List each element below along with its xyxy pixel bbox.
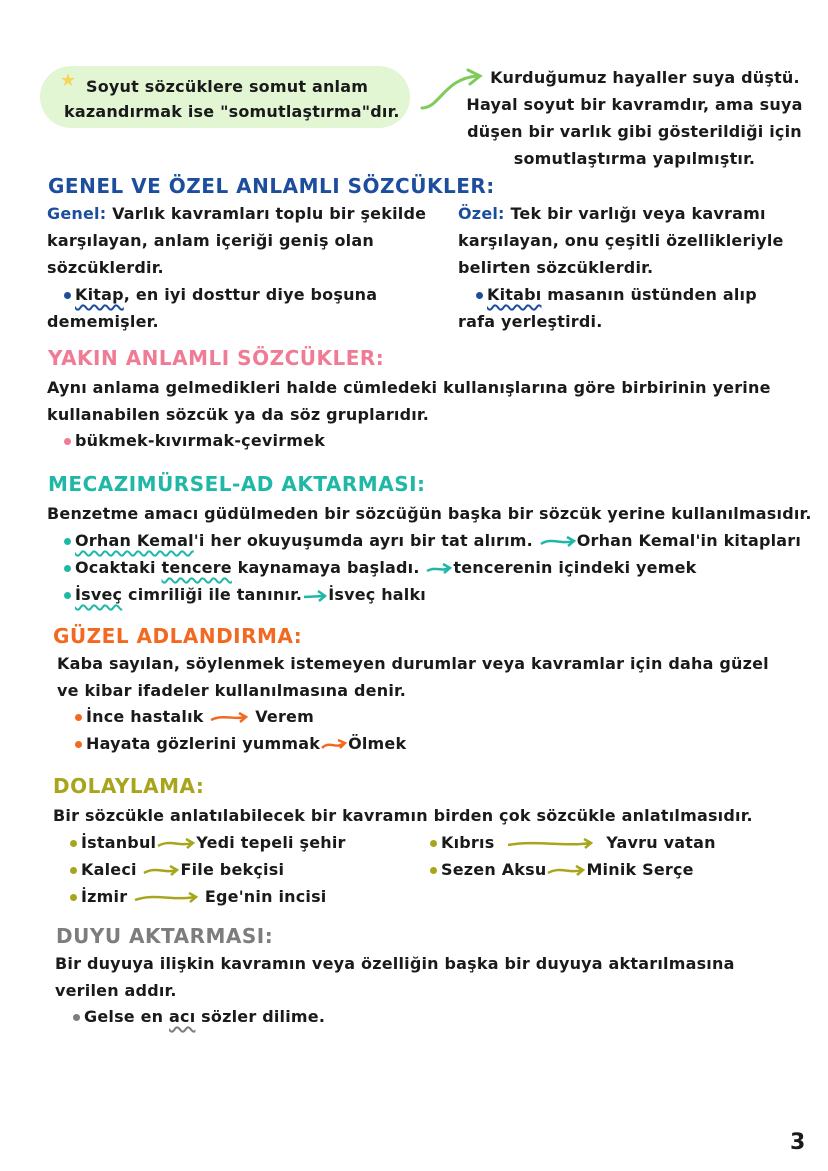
mecaz-ex3-rest: cimriliği ile tanınır. bbox=[122, 585, 303, 604]
dolaylama-item-b: Yavru vatan bbox=[606, 833, 716, 852]
genel-example-word: Kitap bbox=[75, 285, 124, 304]
mecaz-ex3-result: İsveç halkı bbox=[328, 585, 426, 604]
ozel-example bbox=[476, 281, 757, 308]
intro-example-3: düşen bir varlık gibi gösterildiği için bbox=[467, 122, 802, 141]
duyu-example bbox=[73, 1003, 325, 1030]
genel-line-1 bbox=[47, 200, 426, 227]
dolaylama-item-a: İstanbul bbox=[81, 833, 157, 852]
mecaz-ex1-rest: 'i her okuyuşumda ayrı bir tat alırım. bbox=[193, 531, 533, 550]
bullet-icon bbox=[64, 565, 71, 572]
dolaylama-item-b: Yedi tepeli şehir bbox=[196, 833, 346, 852]
ozel-text-1: Tek bir varlığı veya kavramı bbox=[510, 204, 766, 223]
genel-ozel-heading: GENEL VE ÖZEL ANLAMLI SÖZCÜKLER: bbox=[48, 174, 495, 198]
dolaylama-item bbox=[430, 856, 694, 883]
arrow-icon bbox=[320, 738, 348, 752]
bullet-icon bbox=[430, 867, 437, 874]
genel-label: Genel: bbox=[47, 204, 107, 223]
genel-example bbox=[64, 281, 377, 308]
arrow-icon bbox=[302, 589, 328, 603]
guzel-ex1-a: İnce hastalık bbox=[86, 707, 204, 726]
arrow-icon bbox=[506, 837, 594, 851]
mecaz-example-1 bbox=[64, 527, 801, 554]
arrow-icon bbox=[156, 837, 196, 851]
mecaz-example-3 bbox=[64, 581, 426, 608]
mecaz-ex2-rest: kaynamaya başladı. bbox=[231, 558, 420, 577]
dolaylama-item-b: Minik Serçe bbox=[586, 860, 694, 879]
ozel-line-2: karşılayan, onu çeşitli özellikleriyle bbox=[458, 231, 784, 250]
guzel-ex2-b: Ölmek bbox=[348, 734, 407, 753]
guzel-def-2: ve kibar ifadeler kullanılmasına denir. bbox=[57, 681, 407, 700]
dolaylama-def: Bir sözcükle anlatılabilecek bir kavramın birden çok sözcükle anlatılmasıdır. bbox=[53, 806, 753, 825]
dolaylama-item-b: Ege'nin incisi bbox=[204, 887, 327, 906]
mecaz-heading: MECAZIMÜRSEL-AD AKTARMASI: bbox=[48, 472, 426, 496]
dolaylama-item-a: Sezen Aksu bbox=[441, 860, 547, 879]
dolaylama-item bbox=[70, 883, 327, 910]
arrow-icon bbox=[425, 562, 453, 576]
intro-example-2: Hayal soyut bir kavramdır, ama suya bbox=[466, 95, 803, 114]
mecaz-example-2 bbox=[64, 554, 697, 581]
page-number: 3 bbox=[790, 1130, 806, 1155]
genel-example-rest: , en iyi dosttur diye boşuna bbox=[123, 285, 378, 304]
intro-box-line-2: kazandırmak ise "somutlaştırma"dır. bbox=[64, 102, 400, 121]
ozel-label: Özel: bbox=[458, 204, 505, 223]
dolaylama-item-a: İzmir bbox=[81, 887, 128, 906]
mecaz-ex3-word: İsveç bbox=[75, 585, 123, 604]
yakin-def-2: kullanabilen sözcük ya da söz gruplarıdır. bbox=[47, 405, 430, 424]
bullet-icon bbox=[75, 714, 82, 721]
mecaz-def: Benzetme amacı güdülmeden bir sözcüğün başka bir sözcük yerine kullanılmasıdır. bbox=[47, 504, 812, 523]
guzel-ex2-a: Hayata gözlerini yummak bbox=[86, 734, 321, 753]
yakin-heading: YAKIN ANLAMLI SÖZCÜKLER: bbox=[48, 346, 385, 370]
dolaylama-item-a: Kıbrıs bbox=[441, 833, 495, 852]
intro-example-1: Kurduğumuz hayaller suya düştü. bbox=[490, 68, 800, 87]
ozel-example-word: Kitabı bbox=[487, 285, 542, 304]
arrow-icon bbox=[142, 864, 180, 878]
mecaz-ex2-word: tencere bbox=[161, 558, 232, 577]
bullet-icon bbox=[70, 867, 77, 874]
duyu-ex-word: acı bbox=[169, 1007, 196, 1026]
mecaz-ex1-word: Orhan Kemal bbox=[75, 531, 194, 550]
dolaylama-heading: DOLAYLAMA: bbox=[53, 774, 205, 798]
duyu-ex-rest: sözler dilime. bbox=[195, 1007, 326, 1026]
duyu-heading: DUYU AKTARMASI: bbox=[56, 924, 274, 948]
ozel-example-line-2: rafa yerleştirdi. bbox=[458, 312, 603, 331]
arrow-icon bbox=[539, 535, 577, 549]
bullet-icon bbox=[476, 292, 483, 299]
mecaz-ex2-pre: Ocaktaki bbox=[75, 558, 162, 577]
arrow-icon bbox=[209, 711, 249, 725]
genel-line-2: karşılayan, anlam içeriği geniş olan bbox=[47, 231, 374, 250]
intro-box-line-1: Soyut sözcüklere somut anlam bbox=[86, 77, 369, 96]
arrow-icon bbox=[133, 891, 199, 905]
bullet-icon bbox=[64, 438, 71, 445]
bullet-icon bbox=[70, 840, 77, 847]
mecaz-ex1-result: Orhan Kemal'in kitapları bbox=[576, 531, 802, 550]
bullet-icon bbox=[73, 1014, 80, 1021]
dolaylama-item bbox=[430, 829, 716, 856]
bullet-icon bbox=[64, 592, 71, 599]
dolaylama-item-a: Kaleci bbox=[81, 860, 137, 879]
yakin-example-text: bükmek-kıvırmak-çevirmek bbox=[75, 431, 326, 450]
guzel-example-1 bbox=[75, 703, 314, 730]
bullet-icon bbox=[70, 894, 77, 901]
bullet-icon bbox=[430, 840, 437, 847]
genel-text-1: Varlık kavramları toplu bir şekilde bbox=[112, 204, 427, 223]
arrow-icon bbox=[546, 864, 586, 878]
intro-example-4: somutlaştırma yapılmıştır. bbox=[513, 149, 756, 168]
bullet-icon bbox=[64, 538, 71, 545]
mecaz-ex2-result: tencerenin içindeki yemek bbox=[453, 558, 697, 577]
ozel-line-3: belirten sözcüklerdir. bbox=[458, 258, 654, 277]
yakin-def-1: Aynı anlama gelmedikleri halde cümledeki kullanışlarına göre birbirinin yerine bbox=[47, 378, 771, 397]
dolaylama-item bbox=[70, 856, 284, 883]
dolaylama-item-b: File bekçisi bbox=[180, 860, 285, 879]
yakin-example bbox=[64, 427, 325, 454]
genel-line-3: sözcüklerdir. bbox=[47, 258, 164, 277]
guzel-def-1: Kaba sayılan, söylenmek istemeyen durumlar veya kavramlar için daha güzel bbox=[57, 654, 769, 673]
genel-example-line-2: dememişler. bbox=[47, 312, 159, 331]
duyu-ex-pre: Gelse en bbox=[84, 1007, 170, 1026]
dolaylama-item bbox=[70, 829, 346, 856]
ozel-example-rest: masanın üstünden alıp bbox=[541, 285, 757, 304]
duyu-def-1: Bir duyuya ilişkin kavramın veya özelliğin başka bir duyuya aktarılmasına bbox=[55, 954, 735, 973]
guzel-example-2 bbox=[75, 730, 406, 757]
bullet-icon bbox=[64, 292, 71, 299]
duyu-def-2: verilen addır. bbox=[55, 981, 177, 1000]
bullet-icon bbox=[75, 741, 82, 748]
star-icon: ★ bbox=[60, 70, 77, 91]
guzel-heading: GÜZEL ADLANDIRMA: bbox=[53, 624, 303, 648]
guzel-ex1-b: Verem bbox=[255, 707, 314, 726]
ozel-line-1 bbox=[458, 200, 766, 227]
